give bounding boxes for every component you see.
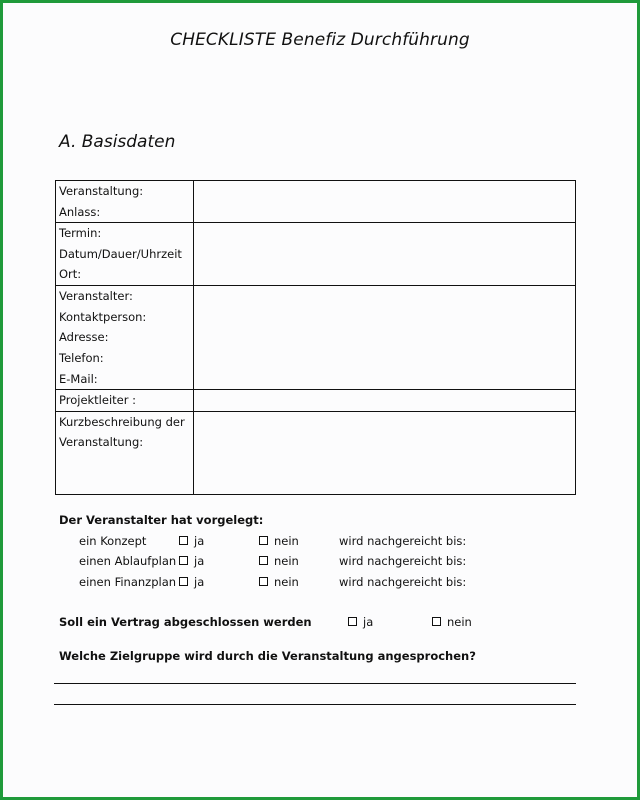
vorgelegt-heading: Der Veranstalter hat vorgelegt:	[59, 513, 264, 527]
field-veranstalter[interactable]	[194, 286, 576, 390]
table-row	[56, 223, 576, 286]
vertrag-nein-option[interactable]	[432, 615, 472, 629]
label-termin: Termin:	[59, 226, 102, 241]
checkbox-icon[interactable]	[259, 536, 268, 545]
label-veranstaltung-2: Veranstaltung:	[59, 435, 144, 450]
checkbox-icon[interactable]	[179, 577, 188, 586]
answer-line-1[interactable]	[54, 683, 576, 684]
option-label: nein	[447, 615, 472, 629]
document-title: CHECKLISTE Benefiz Durchführung	[170, 30, 470, 50]
field-projektleiter[interactable]	[194, 390, 576, 412]
item-label-finanzplan: einen Finanzplan	[79, 575, 177, 589]
option-label: ja	[194, 575, 205, 589]
finanzplan-ja-option[interactable]	[179, 575, 204, 589]
konzept-nein-option[interactable]	[259, 534, 299, 548]
section-title: A. Basisdaten	[59, 132, 176, 152]
vertrag-ja-option[interactable]	[348, 615, 373, 629]
label-kontaktperson: Kontaktperson:	[59, 309, 147, 324]
checkbox-icon[interactable]	[179, 536, 188, 545]
option-label: ja	[194, 554, 205, 568]
row-label-cell	[56, 286, 194, 390]
table-row	[56, 390, 576, 412]
checkbox-icon[interactable]	[348, 617, 357, 626]
label-projektleiter: Projektleiter :	[59, 393, 136, 408]
checkbox-icon[interactable]	[432, 617, 441, 626]
label-kurzbeschreibung: Kurzbeschreibung der	[59, 414, 185, 429]
table-row	[56, 411, 576, 494]
item-label-ablaufplan: einen Ablaufplan	[79, 554, 177, 568]
label-anlass: Anlass:	[59, 204, 101, 219]
option-label: ja	[363, 615, 374, 629]
field-termin[interactable]	[194, 223, 576, 286]
zielgruppe-question: Welche Zielgruppe wird durch die Veranstaltung angesprochen?	[59, 649, 476, 663]
option-label: nein	[274, 575, 299, 589]
item-label-konzept: ein Konzept	[79, 534, 147, 548]
label-datum: Datum/Dauer/Uhrzeit	[59, 246, 182, 261]
option-label: ja	[194, 534, 205, 548]
field-veranstaltung[interactable]	[194, 181, 576, 223]
label-veranstalter: Veranstalter:	[59, 289, 133, 304]
checkbox-icon[interactable]	[179, 556, 188, 565]
ablaufplan-ja-option[interactable]	[179, 554, 204, 568]
vertrag-question: Soll ein Vertrag abgeschlossen werden	[59, 615, 312, 629]
option-label: nein	[274, 534, 299, 548]
table-row	[56, 286, 576, 390]
konzept-nachgereicht-label: wird nachgereicht bis:	[339, 534, 467, 548]
row-label-cell	[56, 390, 194, 412]
basisdaten-table	[55, 180, 576, 495]
finanzplan-nachgereicht-label: wird nachgereicht bis:	[339, 575, 467, 589]
finanzplan-nein-option[interactable]	[259, 575, 299, 589]
konzept-ja-option[interactable]	[179, 534, 204, 548]
option-label: nein	[274, 554, 299, 568]
row-label-cell	[56, 181, 194, 223]
checkbox-icon[interactable]	[259, 577, 268, 586]
ablaufplan-nachgereicht-label: wird nachgereicht bis:	[339, 554, 467, 568]
table-row	[56, 181, 576, 223]
ablaufplan-nein-option[interactable]	[259, 554, 299, 568]
label-veranstaltung: Veranstaltung:	[59, 184, 144, 198]
answer-line-2[interactable]	[54, 704, 576, 705]
row-label-cell	[56, 411, 194, 494]
label-ort: Ort:	[59, 267, 82, 282]
label-adresse: Adresse:	[59, 330, 109, 345]
label-telefon: Telefon:	[59, 350, 104, 365]
label-email: E-Mail:	[59, 371, 98, 386]
field-kurzbeschreibung[interactable]	[194, 411, 576, 494]
row-label-cell	[56, 223, 194, 286]
checkbox-icon[interactable]	[259, 556, 268, 565]
